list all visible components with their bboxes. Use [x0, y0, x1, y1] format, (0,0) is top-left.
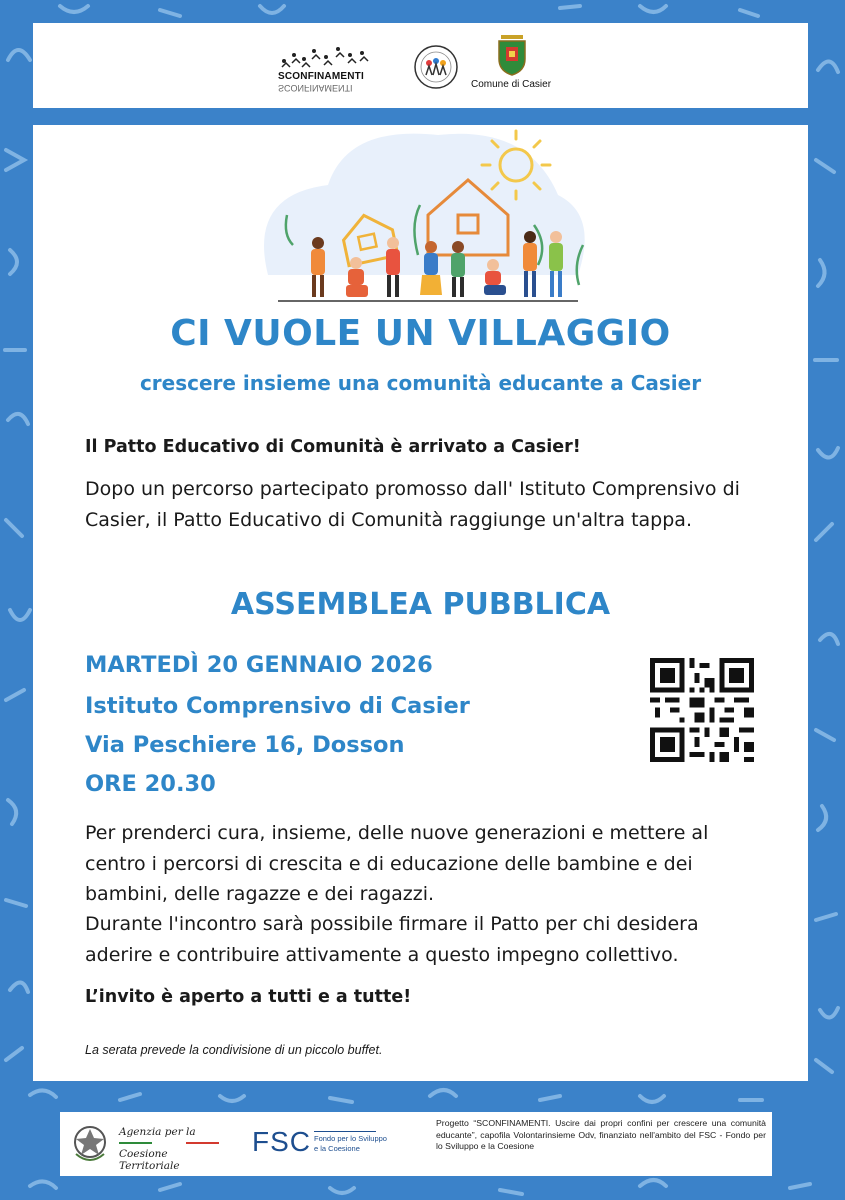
sconfinamenti-mirror-wordmark: SCONFINAMENTI [278, 83, 353, 93]
comunita-educante-casier-seal-icon [413, 37, 459, 97]
footer-funding-panel [60, 1112, 772, 1176]
sconfinamenti-figures-icon [278, 37, 388, 71]
italian-flag-stripe-icon [119, 1142, 219, 1144]
fsc-logo [252, 1126, 422, 1166]
intro-headline: Il Patto Educativo di Comunità è arrivato a Casier! [85, 437, 581, 457]
casier-coat-of-arms-icon [471, 31, 561, 77]
assembly-heading: ASSEMBLEA PUBBLICA [230, 587, 611, 622]
main-content-panel [33, 125, 808, 1081]
fsc-description-line1: Fondo per lo Sviluppo [314, 1134, 387, 1143]
fsc-divider [314, 1131, 376, 1132]
comune-di-casier-label: Comune di Casier [471, 79, 552, 90]
event-place: Istituto Comprensivo di Casier [85, 693, 470, 719]
sconfinamenti-logo [278, 37, 388, 97]
fsc-description-line2: e la Coesione [314, 1144, 360, 1153]
fsc-wordmark: FSC [252, 1126, 311, 1157]
event-time: ORE 20.30 [85, 771, 216, 797]
italian-republic-emblem-icon [70, 1122, 110, 1166]
comune-di-casier-logo [471, 31, 561, 101]
buffet-note: La serata prevede la condivisione di un piccolo buffet. [85, 1043, 383, 1057]
qr-code-icon[interactable] [650, 658, 754, 762]
header-logo-panel [33, 23, 808, 108]
body-paragraph-2: Durante l'incontro sarà possibile firmare il Patto per chi desidera aderire e contribuire attivamente a questo impegno collettivo. [85, 913, 699, 966]
project-funding-text: Progetto “SCONFINAMENTI. Uscire dai propri confini per crescere una comunità educante”, capofila Volontarinsieme Odv, finanziato nell'ambito del FSC - Fondo per lo Sviluppo e la Coesione [436, 1118, 766, 1151]
subtitle: crescere insieme una comunità educante a Casier [139, 371, 702, 395]
intro-paragraph: Dopo un percorso partecipato promosso dall' Istituto Comprensivo di Casier, il Patto Educativo di Comunità raggiunge un'altra tappa. [85, 478, 740, 531]
sconfinamenti-wordmark: SCONFINAMENTI [278, 71, 364, 82]
invite-text: L’invito è aperto a tutti e a tutte! [85, 987, 412, 1007]
event-address: Via Peschiere 16, Dosson [85, 732, 405, 758]
agency-name-line2: Coesione Territoriale [119, 1148, 180, 1172]
body-paragraph-1: Per prenderci cura, insieme, delle nuove generazioni e mettere al centro i percorsi di crescita e di educazione delle bambine e dei bambini, delle ragazze e dei ragazzi. [85, 822, 709, 905]
children-building-village-illustration [248, 125, 608, 315]
comunita-educante-seal-logo [413, 37, 459, 97]
main-title: CI VUOLE UN VILLAGGIO [170, 313, 671, 354]
event-date: MARTEDÌ 20 GENNAIO 2026 [85, 652, 433, 678]
agenzia-coesione-logo [115, 1122, 225, 1172]
agency-name-line1: Agenzia per la [119, 1126, 196, 1138]
